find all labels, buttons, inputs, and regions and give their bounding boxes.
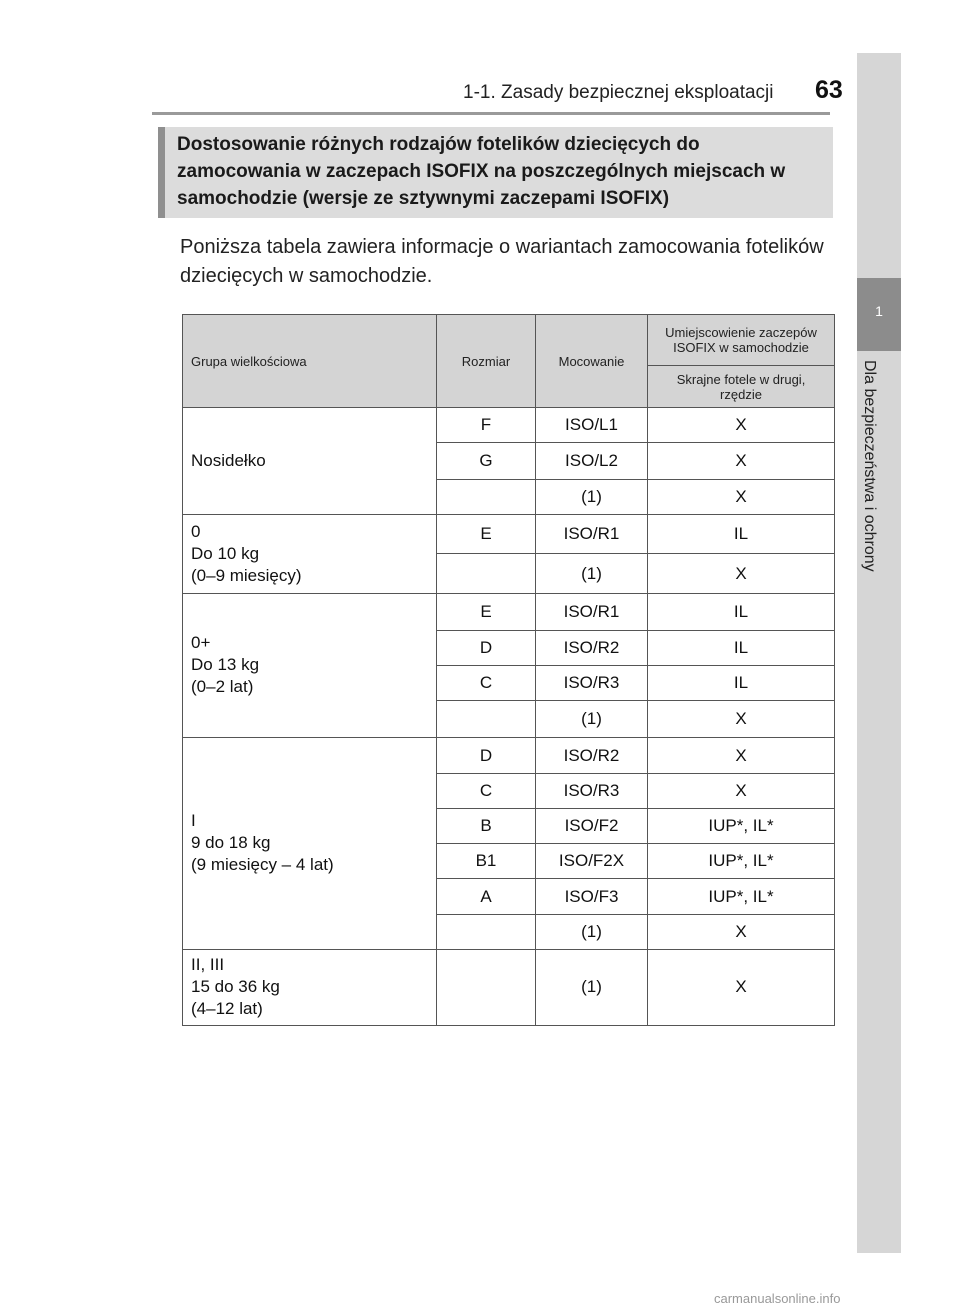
isofix-table [182, 314, 835, 1026]
suitability-cell: IL [648, 665, 835, 700]
fixture-cell: ISO/R3 [536, 774, 648, 809]
header-position: Skrajne fotele w drugi, rzędzie [648, 366, 835, 408]
fixture-cell: ISO/R2 [536, 738, 648, 774]
fixture-cell: (1) [536, 914, 648, 949]
suitability-cell: X [648, 949, 835, 1025]
size-class-cell: C [437, 665, 536, 700]
size-class-cell: F [437, 408, 536, 443]
suitability-cell: X [648, 914, 835, 949]
table-row [183, 738, 835, 774]
size-class-cell [437, 914, 536, 949]
suitability-cell: IL [648, 593, 835, 630]
header-rule [152, 112, 830, 115]
header-size: Rozmiar [437, 315, 536, 408]
suitability-cell: X [648, 700, 835, 737]
size-class-cell [437, 480, 536, 515]
fixture-cell: (1) [536, 700, 648, 737]
table-row [183, 408, 835, 443]
suitability-cell: X [648, 774, 835, 809]
section-heading: Dostosowanie różnych rodzajów fotelików dziecięcych do zamocowania w zaczepach ISOFIX na poszczególnych miejscach w samochodzie (wersje ze sztywnymi zaczepami ISOFIX) [177, 134, 786, 209]
fixture-cell: ISO/L2 [536, 443, 648, 480]
suitability-cell: X [648, 480, 835, 515]
page-number: 63 [815, 76, 843, 104]
suitability-cell: X [648, 408, 835, 443]
table-row [183, 949, 835, 1025]
size-class-cell: A [437, 879, 536, 914]
fixture-cell: ISO/L1 [536, 408, 648, 443]
fixture-cell: ISO/F2 [536, 809, 648, 844]
size-class-cell [437, 700, 536, 737]
size-group-label: Nosidełko [183, 408, 437, 515]
suitability-cell: IUP*, IL* [648, 879, 835, 914]
suitability-cell: IUP*, IL* [648, 844, 835, 879]
size-class-cell: B [437, 809, 536, 844]
size-group-label: II, III 15 do 36 kg (4–12 lat) [183, 949, 437, 1025]
header-title: 1-1. Zasady bezpiecznej eksploatacji [463, 82, 774, 103]
chapter-label: Dla bezpieczeństwa i ochrony [861, 360, 878, 572]
size-class-cell [437, 554, 536, 593]
fixture-cell: ISO/R3 [536, 665, 648, 700]
fixture-cell: ISO/R2 [536, 630, 648, 665]
fixture-cell: (1) [536, 554, 648, 593]
suitability-cell: X [648, 554, 835, 593]
fixture-cell: ISO/R1 [536, 515, 648, 554]
size-class-cell: D [437, 630, 536, 665]
header-location: Umiejscowienie zaczepów ISOFIX w samochodzie [648, 315, 835, 366]
fixture-cell: (1) [536, 480, 648, 515]
size-class-cell: D [437, 738, 536, 774]
size-group-label: 0+ Do 13 kg (0–2 lat) [183, 593, 437, 737]
table-row [183, 593, 835, 630]
size-class-cell: C [437, 774, 536, 809]
fixture-cell: ISO/R1 [536, 593, 648, 630]
fixture-cell: (1) [536, 949, 648, 1025]
size-group-label: 0 Do 10 kg (0–9 miesięcy) [183, 515, 437, 593]
side-tab [857, 53, 901, 1253]
header-fixture: Mocowanie [536, 315, 648, 408]
fixture-cell: ISO/F3 [536, 879, 648, 914]
suitability-cell: X [648, 443, 835, 480]
size-class-cell [437, 949, 536, 1025]
size-class-cell: B1 [437, 844, 536, 879]
suitability-cell: X [648, 738, 835, 774]
table-row [183, 515, 835, 554]
suitability-cell: IL [648, 630, 835, 665]
size-class-cell: G [437, 443, 536, 480]
suitability-cell: IUP*, IL* [648, 809, 835, 844]
header-group: Grupa wielkościowa [183, 315, 437, 408]
suitability-cell: IL [648, 515, 835, 554]
size-class-cell: E [437, 593, 536, 630]
size-group-label: I 9 do 18 kg (9 miesięcy – 4 lat) [183, 738, 437, 950]
intro-text: Poniższa tabela zawiera informacje o wariantach zamocowania fotelików dziecięcych w samochodzie. [180, 236, 824, 287]
watermark: carmanualsonline.info [714, 1291, 841, 1306]
size-class-cell: E [437, 515, 536, 554]
fixture-cell: ISO/F2X [536, 844, 648, 879]
chapter-number: 1 [875, 303, 883, 319]
section-heading-bar [158, 127, 165, 218]
table-body [183, 408, 835, 1026]
